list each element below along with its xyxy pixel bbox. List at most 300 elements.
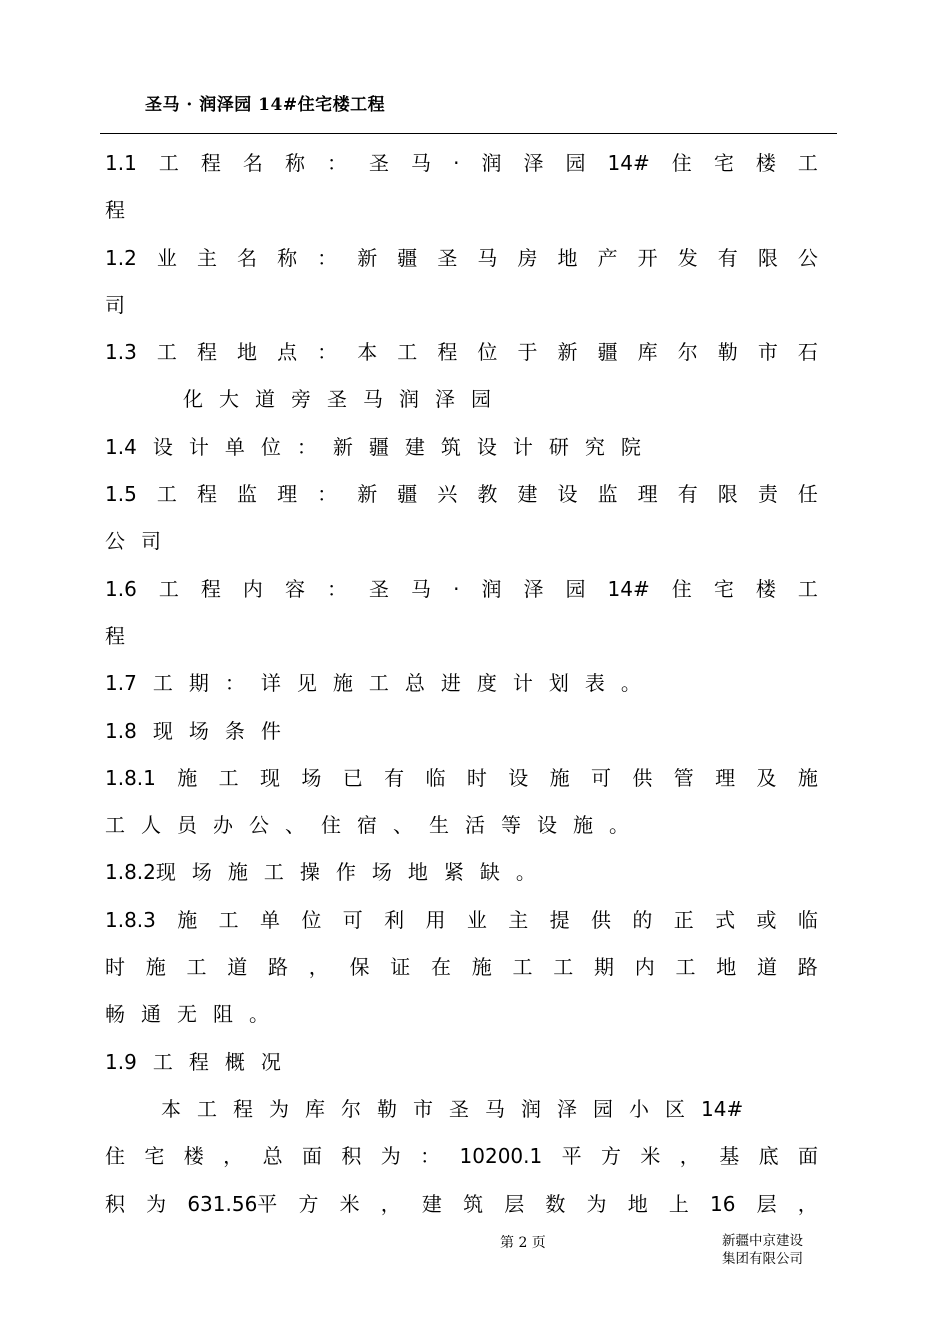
text-token: 场 — [371, 860, 392, 885]
text-token: 有 — [384, 765, 405, 790]
text-token: 新 — [357, 482, 378, 507]
text-token: 设 — [476, 434, 497, 459]
text-token: 本 — [161, 1096, 181, 1121]
footer-company — [722, 1232, 803, 1268]
text-token: 内 — [242, 576, 263, 601]
text-token: 况 — [260, 1049, 281, 1074]
text-token: 为 — [269, 1096, 289, 1121]
text-token: 工 — [368, 671, 389, 696]
text-token: 。 — [249, 1002, 269, 1027]
text-token: 工 — [197, 1096, 217, 1121]
text-token: 容 — [284, 576, 305, 601]
text-token: 程 — [200, 576, 221, 601]
text-token: 马 — [485, 1096, 505, 1121]
text-token: 程 — [105, 198, 125, 223]
text-token: 主 — [196, 245, 217, 270]
text-token: 小 — [629, 1096, 649, 1121]
text-token: 可 — [342, 907, 363, 932]
text-token: 建 — [517, 482, 538, 507]
text-token: 称 — [284, 151, 305, 175]
text-token: 程 — [437, 340, 458, 365]
text-token: 工 — [105, 813, 125, 838]
text-token: 1.7 — [105, 671, 137, 696]
text-token: 期 — [594, 955, 614, 980]
text-token: 可 — [591, 765, 612, 790]
text-token: 新 — [357, 245, 378, 270]
text-token: 供 — [591, 907, 612, 932]
text-token: 地 — [627, 1191, 648, 1216]
text-token: 马 — [477, 245, 498, 270]
text-token: 圣 — [369, 576, 389, 601]
text-token: 上 — [668, 1191, 689, 1216]
text-line — [105, 329, 818, 376]
text-token: 宿 — [357, 813, 377, 838]
text-token: 限 — [717, 482, 738, 507]
text-token: 地 — [237, 340, 257, 365]
text-token: 兴 — [437, 482, 458, 507]
text-token: 新 — [557, 340, 578, 365]
text-token: 施 — [332, 671, 353, 696]
text-token: 市 — [757, 340, 778, 365]
text-token: ， — [380, 1191, 401, 1216]
text-token: 。 — [609, 813, 629, 838]
text-token: 管 — [673, 765, 694, 790]
text-token: 、 — [393, 813, 413, 838]
text-token: 教 — [477, 482, 498, 507]
text-line — [105, 140, 818, 187]
text-token: 润 — [481, 576, 502, 601]
text-token: 1.8 — [105, 718, 137, 743]
text-token: 施 — [227, 860, 248, 885]
text-token: 理 — [637, 482, 658, 507]
text-token: 疆 — [397, 482, 418, 507]
text-token: 方 — [298, 1191, 319, 1216]
text-token: 为 — [146, 1191, 167, 1216]
text-token: 业 — [466, 907, 487, 932]
text-token: 供 — [632, 765, 653, 790]
text-token: 园 — [471, 387, 491, 412]
text-token: 基 — [719, 1144, 740, 1169]
text-token: 工 — [158, 576, 179, 601]
text-token: 工 — [152, 1049, 173, 1074]
text-token: 勒 — [377, 1096, 397, 1121]
text-token: 10200.1 — [459, 1144, 543, 1169]
text-token: 开 — [637, 245, 658, 270]
text-token: 工 — [218, 907, 239, 932]
text-line — [105, 1133, 818, 1180]
text-token: 楼 — [755, 151, 776, 175]
text-token: 计 — [512, 671, 533, 696]
text-token: 本 — [357, 340, 378, 365]
text-line — [105, 944, 818, 991]
text-token: 1.4 — [105, 434, 137, 459]
text-token: 建 — [421, 1191, 442, 1216]
text-line — [105, 187, 818, 234]
text-line — [105, 708, 818, 755]
text-token: 库 — [637, 340, 658, 365]
text-token: 总 — [404, 671, 425, 696]
text-line — [105, 566, 818, 613]
text-token: ： — [326, 151, 347, 175]
text-token: 称 — [277, 245, 298, 270]
text-token: 业 — [156, 245, 177, 270]
text-token: 1.8.1 — [105, 765, 156, 790]
text-token: 施 — [549, 765, 570, 790]
text-token: 场 — [301, 765, 322, 790]
text-token: 积 — [105, 1191, 125, 1216]
text-token: 表 — [584, 671, 605, 696]
text-token: 工 — [675, 955, 696, 980]
text-token: 临 — [425, 765, 446, 790]
text-line — [105, 518, 818, 565]
text-token: 的 — [632, 907, 653, 932]
text-token: 设 — [152, 434, 173, 459]
text-token: 面 — [301, 1144, 322, 1169]
text-token: 住 — [105, 1144, 125, 1169]
text-line — [105, 897, 818, 944]
text-token: 。 — [515, 860, 536, 885]
text-token: 详 — [260, 671, 281, 696]
text-token: 宅 — [713, 576, 734, 601]
text-token: 场 — [188, 718, 209, 743]
text-token: 生 — [429, 813, 449, 838]
text-token: 尔 — [341, 1096, 361, 1121]
text-token: 化 — [183, 387, 203, 412]
text-token: 马 — [363, 387, 383, 412]
text-line — [105, 849, 818, 896]
text-token: 润 — [521, 1096, 541, 1121]
text-token: 疆 — [597, 340, 618, 365]
text-token: 房 — [517, 245, 538, 270]
text-token: 期 — [188, 671, 209, 696]
text-token: 活 — [465, 813, 485, 838]
text-token: 场 — [191, 860, 212, 885]
text-token: 总 — [262, 1144, 283, 1169]
text-token: 住 — [671, 151, 692, 175]
text-token: 泽 — [435, 387, 455, 412]
text-token: 程 — [233, 1096, 253, 1121]
text-token: 1.2 — [105, 245, 137, 270]
text-token: 责 — [757, 482, 778, 507]
text-token: 园 — [565, 151, 586, 175]
text-token: 14# — [701, 1096, 744, 1121]
text-token: 通 — [141, 1002, 161, 1027]
text-token: 1.9 — [105, 1049, 137, 1074]
text-line — [105, 1181, 818, 1228]
text-token: 润 — [399, 387, 419, 412]
text-token: 主 — [508, 907, 529, 932]
text-token: 名 — [237, 245, 257, 270]
text-token: ： — [224, 671, 245, 696]
text-token: 临 — [797, 907, 818, 932]
text-token: 圣 — [449, 1096, 469, 1121]
text-token: 条 — [224, 718, 245, 743]
text-token: 面 — [797, 1144, 818, 1169]
text-token: 施 — [145, 955, 166, 980]
text-token: 施 — [177, 765, 198, 790]
text-token: 程 — [196, 340, 217, 365]
text-token: 及 — [756, 765, 777, 790]
text-token: 施 — [573, 813, 593, 838]
text-token: 程 — [200, 151, 221, 175]
text-token: 地 — [557, 245, 578, 270]
text-token: 工 — [512, 955, 533, 980]
text-token: ， — [223, 1144, 244, 1169]
text-token: 证 — [390, 955, 411, 980]
text-token: ： — [420, 1144, 441, 1169]
text-token: 泽 — [557, 1096, 577, 1121]
text-token: 或 — [756, 907, 777, 932]
text-token: 工 — [397, 340, 418, 365]
text-token: 为 — [380, 1144, 401, 1169]
text-token: ： — [317, 245, 338, 270]
text-token: 路 — [268, 955, 288, 980]
text-token: 保 — [349, 955, 370, 980]
text-token: 筑 — [440, 434, 461, 459]
text-token: 建 — [404, 434, 425, 459]
text-token: 工 — [263, 860, 284, 885]
text-token: 圣 — [369, 151, 389, 175]
text-token: 方 — [601, 1144, 622, 1169]
text-line — [105, 613, 818, 660]
text-token: 1.8.3 — [105, 907, 156, 932]
text-line — [105, 991, 818, 1038]
text-line — [105, 802, 818, 849]
text-token: 米 — [339, 1191, 360, 1216]
text-token: 利 — [384, 907, 405, 932]
text-token: 工 — [156, 482, 177, 507]
text-token: 马 — [411, 151, 432, 175]
text-token: 工 — [218, 765, 239, 790]
text-token: 理 — [277, 482, 298, 507]
text-token: 住 — [671, 576, 692, 601]
text-token: 发 — [677, 245, 698, 270]
text-token: · — [453, 576, 460, 601]
text-token: 工 — [186, 955, 207, 980]
text-token: 数 — [545, 1191, 566, 1216]
text-token: 究 — [584, 434, 605, 459]
text-token: 计 — [512, 434, 533, 459]
text-token: 公 — [249, 813, 269, 838]
text-token: 地 — [716, 955, 737, 980]
text-token: 为 — [586, 1191, 607, 1216]
text-token: 度 — [476, 671, 497, 696]
text-token: 程 — [188, 1049, 209, 1074]
text-line — [105, 376, 818, 423]
text-token: 16 — [710, 1191, 736, 1216]
text-token: 市 — [413, 1096, 433, 1121]
text-token: 等 — [501, 813, 521, 838]
text-token: 底 — [758, 1144, 779, 1169]
text-token: ， — [679, 1144, 700, 1169]
text-token: 位 — [477, 340, 498, 365]
text-token: 楼 — [755, 576, 776, 601]
text-token: 计 — [188, 434, 209, 459]
text-token: 631.56平 — [187, 1191, 278, 1216]
text-token: 进 — [440, 671, 461, 696]
text-token: 院 — [620, 434, 641, 459]
text-token: 任 — [797, 482, 818, 507]
text-token: 在 — [431, 955, 451, 980]
text-token: 住 — [321, 813, 341, 838]
text-token: 公 — [105, 529, 125, 554]
text-token: 产 — [597, 245, 618, 270]
text-token: 时 — [466, 765, 487, 790]
text-token: 库 — [305, 1096, 325, 1121]
text-token: 已 — [342, 765, 363, 790]
text-token: 理 — [715, 765, 736, 790]
text-token: 道 — [757, 955, 777, 980]
text-token: 设 — [557, 482, 578, 507]
text-token: 积 — [341, 1144, 362, 1169]
text-token: 旁 — [291, 387, 311, 412]
text-token: 路 — [797, 955, 818, 980]
text-token: 泽 — [523, 576, 544, 601]
text-token: 于 — [517, 340, 538, 365]
text-token: 筑 — [463, 1191, 484, 1216]
text-token: 位 — [260, 434, 281, 459]
text-token: 1.1 — [105, 151, 137, 175]
text-token: 研 — [548, 434, 569, 459]
text-token: 尔 — [677, 340, 698, 365]
text-token: 道 — [227, 955, 248, 980]
text-token: 米 — [640, 1144, 661, 1169]
text-token: 区 — [665, 1096, 685, 1121]
text-token: 司 — [105, 292, 125, 317]
text-token: 名 — [242, 151, 263, 175]
text-token: 限 — [757, 245, 778, 270]
text-token: 道 — [255, 387, 275, 412]
text-token: 地 — [407, 860, 428, 885]
footer-company-line-1: 新疆中京建设 — [722, 1233, 803, 1249]
text-token: 有 — [717, 245, 738, 270]
text-token: 位 — [301, 907, 322, 932]
text-token: ： — [317, 340, 338, 365]
header-divider — [100, 133, 837, 134]
text-token: 园 — [593, 1096, 613, 1121]
text-token: 工 — [797, 151, 818, 175]
page-header-title: 圣马 · 润泽园 14#住宅楼工程 — [145, 95, 386, 115]
text-token: 工 — [158, 151, 179, 175]
text-token: 见 — [296, 671, 317, 696]
text-token: 紧 — [443, 860, 464, 885]
text-token: 用 — [425, 907, 446, 932]
text-token: 点 — [277, 340, 298, 365]
text-token: 疆 — [397, 245, 418, 270]
text-token: 马 — [411, 576, 432, 601]
text-token: 监 — [597, 482, 618, 507]
text-token: 勒 — [717, 340, 738, 365]
text-token: 办 — [213, 813, 233, 838]
text-token: 。 — [620, 671, 641, 696]
text-token: 圣 — [437, 245, 458, 270]
text-token: 工 — [152, 671, 173, 696]
text-token: 园 — [565, 576, 586, 601]
text-token: 畅 — [105, 1002, 125, 1027]
text-token: 施 — [797, 765, 818, 790]
text-token: 层 — [504, 1191, 525, 1216]
text-token: 施 — [177, 907, 198, 932]
text-token: 无 — [177, 1002, 197, 1027]
text-token: 单 — [260, 907, 281, 932]
text-line — [105, 660, 818, 707]
text-token: · — [453, 151, 460, 175]
text-token: 监 — [237, 482, 257, 507]
text-token: 圣 — [327, 387, 347, 412]
document-body — [105, 140, 818, 1228]
text-token: 现 — [152, 718, 173, 743]
text-token: 工 — [797, 576, 818, 601]
text-token: 式 — [715, 907, 736, 932]
text-token: ： — [326, 576, 347, 601]
text-token: 设 — [537, 813, 557, 838]
text-token: 阻 — [213, 1002, 233, 1027]
text-token: 时 — [105, 955, 125, 980]
text-token: 内 — [634, 955, 655, 980]
text-token: 划 — [548, 671, 569, 696]
text-token: ， — [797, 1191, 818, 1216]
text-token: 正 — [673, 907, 694, 932]
text-line — [105, 424, 818, 471]
text-token: 程 — [196, 482, 217, 507]
footer-company-line-2: 集团有限公司 — [722, 1251, 803, 1267]
text-token: 大 — [219, 387, 239, 412]
text-line — [105, 1039, 818, 1086]
text-token: 有 — [677, 482, 698, 507]
text-token: 14# — [607, 151, 650, 175]
text-token: 1.6 — [105, 576, 137, 601]
text-token: 员 — [177, 813, 197, 838]
text-token: 概 — [224, 1049, 245, 1074]
text-line — [105, 235, 818, 282]
text-token: 工 — [156, 340, 177, 365]
text-token: 程 — [105, 623, 125, 648]
text-token: 作 — [335, 860, 356, 885]
text-token: 14# — [607, 576, 650, 601]
text-token: 人 — [141, 813, 161, 838]
text-token: 疆 — [368, 434, 389, 459]
text-token: 设 — [508, 765, 529, 790]
text-token: 司 — [141, 529, 161, 554]
text-line — [105, 471, 818, 518]
text-token: 新 — [332, 434, 353, 459]
page-number: 第 2 页 — [500, 1235, 546, 1251]
text-token: 施 — [471, 955, 492, 980]
text-token: 润 — [481, 151, 502, 175]
text-token: 1.8.2现 — [105, 860, 176, 885]
text-token: 、 — [285, 813, 305, 838]
text-token: 提 — [549, 907, 570, 932]
text-token: 工 — [553, 955, 574, 980]
text-token: 缺 — [479, 860, 500, 885]
text-line — [105, 282, 818, 329]
text-token: 宅 — [144, 1144, 165, 1169]
text-token: 层 — [756, 1191, 777, 1216]
text-token: 单 — [224, 434, 245, 459]
text-token: ： — [317, 482, 338, 507]
text-token: 宅 — [713, 151, 734, 175]
text-token: ， — [308, 955, 329, 980]
text-token: 平 — [561, 1144, 582, 1169]
text-token: 泽 — [523, 151, 544, 175]
text-token: 现 — [260, 765, 281, 790]
text-token: 石 — [797, 340, 818, 365]
text-token: ： — [296, 434, 317, 459]
text-token: 件 — [260, 718, 281, 743]
text-token: 1.3 — [105, 340, 137, 365]
text-token: 1.5 — [105, 482, 137, 507]
text-token: 公 — [797, 245, 818, 270]
